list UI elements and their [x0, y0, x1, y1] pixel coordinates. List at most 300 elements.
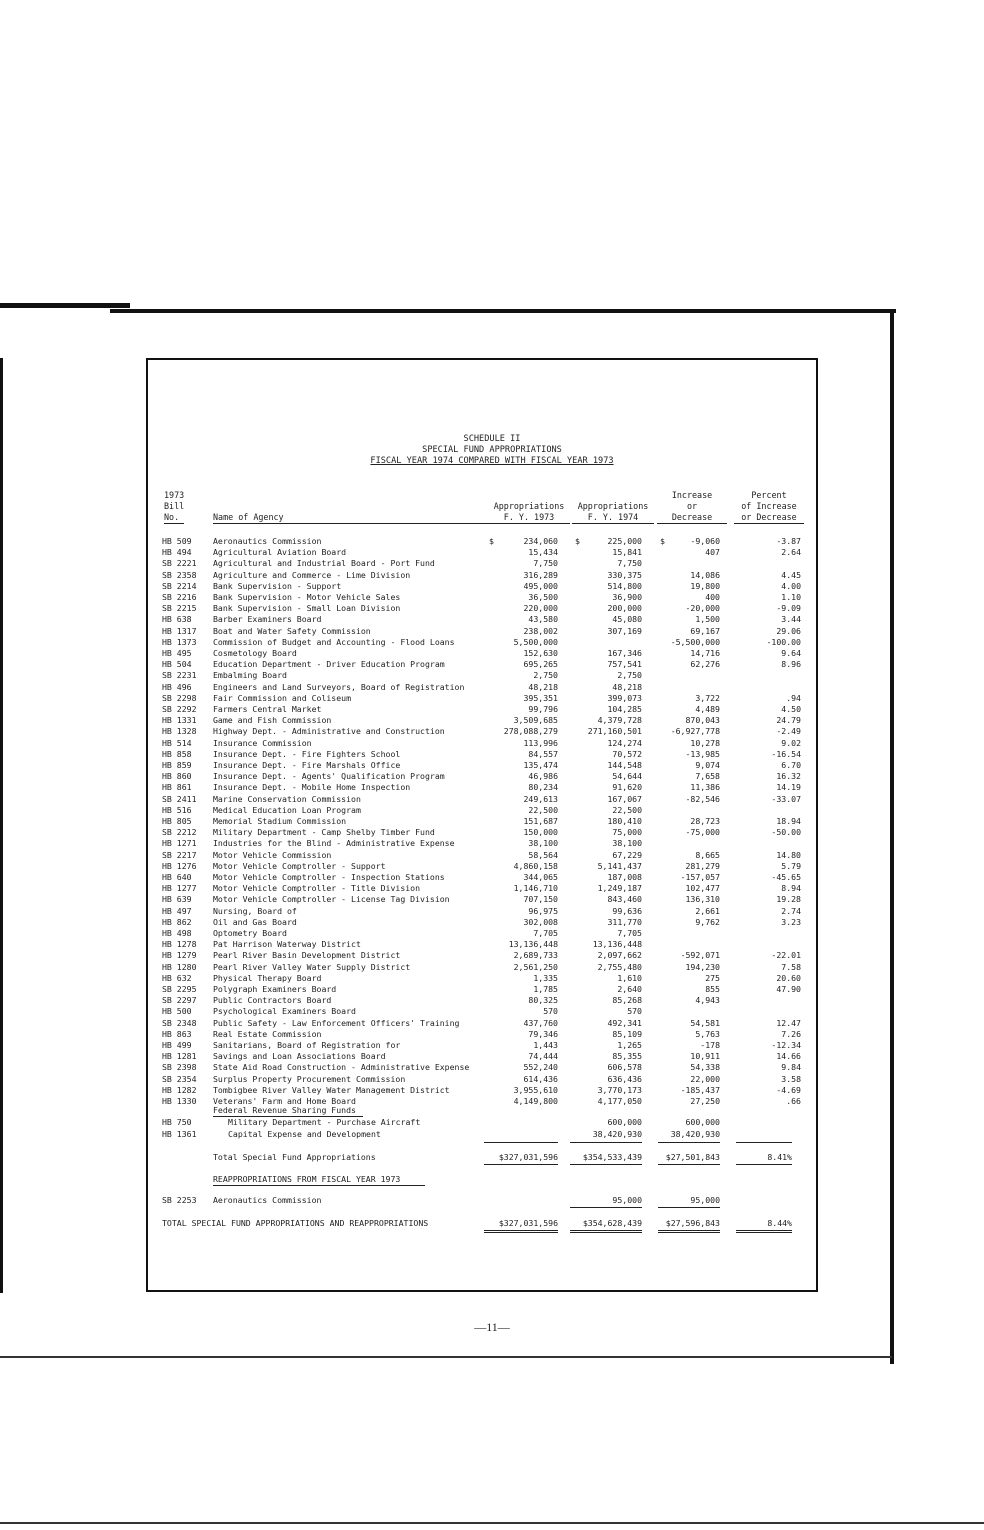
table-row [0, 805, 984, 816]
fy1974-value: 3,770,173 [597, 1084, 642, 1095]
fy1974-value: 1,249,187 [597, 883, 642, 894]
agency-name: Motor Vehicle Comptroller - License Tag Division [213, 894, 450, 905]
table-row [0, 1018, 984, 1029]
total-special-label: Total Special Fund Appropriations [213, 1152, 376, 1162]
grand-rule-increase-a [658, 1230, 720, 1231]
fy1974-value: 514,800 [607, 580, 642, 591]
increase-value: -157,057 [680, 872, 720, 882]
increase-value: -75,000 [685, 827, 720, 838]
fy1974-value: 85,355 [612, 1051, 642, 1062]
percent-value: .94 [786, 692, 801, 703]
fy1973-value: 4,860,158 [513, 860, 558, 871]
increase-value: 102,477 [685, 883, 720, 894]
fy1973-value: 614,436 [523, 1073, 558, 1084]
bill-number: SB 2221 [162, 558, 197, 569]
table-row [0, 850, 984, 861]
increase-value: 600,000 [685, 1117, 720, 1127]
increase-value: 54,581 [690, 1017, 720, 1028]
increase-value: 194,230 [685, 961, 720, 972]
agency-name: Highway Dept. - Administrative and Construction [213, 726, 445, 737]
agency-column-header: Name of Agency [213, 512, 501, 524]
percent-value: 4.00 [781, 580, 801, 591]
bill-number: HB 1373 [162, 636, 197, 647]
agency-name: Insurance Dept. - Fire Fighters School [213, 748, 401, 759]
bill-number: SB 2231 [162, 670, 197, 681]
percent-value: 29.06 [776, 625, 801, 636]
table-row [0, 995, 984, 1006]
fy1973-value: 1,785 [533, 984, 558, 994]
fy1973-value: 2,750 [533, 670, 558, 681]
agency-name: Bank Supervision - Small Loan Division [213, 603, 401, 614]
agency-name: Optometry Board [213, 928, 287, 938]
bill-number: HB 1278 [162, 939, 197, 950]
table-row [0, 827, 984, 838]
bill-number: HB 500 [162, 1006, 192, 1017]
percent-value: 7.26 [781, 1028, 801, 1039]
fy1973-value: 4,149,800 [513, 1096, 558, 1106]
agency-name: State Aid Road Construction - Administrative Expense [213, 1062, 470, 1073]
total-special-row [0, 1152, 984, 1163]
bill-number: SB 2398 [162, 1062, 197, 1073]
schedule-subtitle: SPECIAL FUND APPROPRIATIONS [422, 445, 562, 455]
fy1973-label: F. Y. 1973 [488, 512, 570, 524]
bill-number: SB 2354 [162, 1073, 197, 1084]
agency-name: Sanitarians, Board of Registration for [213, 1040, 401, 1050]
bill-number: SB 2348 [162, 1017, 197, 1028]
increase-value: -5,500,000 [670, 636, 720, 647]
bill-number: HB 514 [162, 737, 192, 748]
table-row [0, 973, 984, 984]
total-special-percent: 8.41% [767, 1152, 792, 1162]
percent-value: .66 [786, 1096, 801, 1106]
fy1974-value: 70,572 [612, 748, 642, 759]
fy1974-value: 2,750 [617, 670, 642, 681]
agency-name: Military Department - Purchase Aircraft [228, 1117, 421, 1127]
fy1973-value: 1,335 [533, 972, 558, 983]
percent-value: 5.79 [781, 860, 801, 871]
reapprop-row [0, 1195, 984, 1206]
bill-number: SB 2212 [162, 827, 197, 838]
grand-rule-increase-b [658, 1232, 720, 1233]
agency-name: Public Contractors Board [213, 995, 332, 1006]
agency-name: Motor Vehicle Comptroller - Inspection Stations [213, 872, 445, 882]
table-row [0, 1074, 984, 1085]
fy1974-value: 200,000 [607, 603, 642, 614]
agency-name: Military Department - Camp Shelby Timber Fund [213, 827, 435, 838]
fy1974-value: 38,420,930 [592, 1129, 642, 1139]
agency-name: Bank Supervision - Motor Vehicle Sales [213, 592, 401, 602]
table-row [0, 962, 984, 973]
grand-total-row [0, 1218, 984, 1229]
increase-value: -592,071 [680, 950, 720, 961]
table-row [0, 682, 984, 693]
agency-name: Insurance Dept. - Mobile Home Inspection [213, 782, 411, 793]
total-special-increase: $27,501,843 [665, 1152, 720, 1162]
percent-value: 8.96 [781, 659, 801, 670]
table-row [0, 794, 984, 805]
percent-value: -4.69 [776, 1084, 801, 1095]
agency-name: Game and Fish Commission [213, 715, 332, 726]
fy1973-value: 84,557 [528, 748, 558, 759]
bill-number: HB 499 [162, 1040, 192, 1050]
table-row [0, 816, 984, 827]
bill-number: HB 496 [162, 681, 192, 692]
bill-number: SB 2298 [162, 692, 197, 703]
total-rule-percent [736, 1164, 792, 1165]
grand-rule-1973-b [484, 1232, 558, 1233]
increase-value: -13,985 [685, 748, 720, 759]
page-number: —11— [474, 1320, 510, 1334]
fy1974-value: 104,285 [607, 704, 642, 714]
fy1974-label: F. Y. 1974 [572, 512, 654, 524]
table-row [0, 626, 984, 637]
bill-number: HB 1277 [162, 883, 197, 894]
agency-name: Veterans' Farm and Home Board [213, 1096, 356, 1106]
subtotal-rule-percent [736, 1142, 792, 1143]
increase-value: 855 [705, 984, 720, 994]
table-row [0, 760, 984, 771]
fy1973-value: 1,146,710 [513, 883, 558, 894]
fy1973-value: 234,060 [523, 536, 558, 546]
fy1973-value: 395,351 [523, 692, 558, 703]
fy1973-value: 48,218 [528, 681, 558, 692]
table-row [0, 917, 984, 928]
dollar-sign-1973: $ [489, 536, 494, 546]
fy1974-value: 225,000 [607, 536, 642, 546]
federal-row [0, 1117, 984, 1128]
fy1973-value: 3,955,610 [513, 1084, 558, 1095]
grand-total-1973: $327,031,596 [498, 1218, 558, 1228]
bill-number: HB 640 [162, 872, 192, 882]
increase-value: 9,762 [695, 916, 720, 927]
table-row [0, 581, 984, 592]
agency-name: Motor Vehicle Comptroller - Title Division [213, 883, 421, 894]
total-rule-increase [658, 1164, 720, 1165]
increase-value: 54,338 [690, 1062, 720, 1073]
fy1973-value: 344,065 [523, 872, 558, 882]
bill-number: SB 2253 [162, 1195, 197, 1205]
increase-value: 3,722 [695, 692, 720, 703]
increase-value: -6,927,778 [670, 726, 720, 737]
fy1974-value: 95,000 [612, 1195, 642, 1205]
agency-name: Tombigbee River Valley Water Management District [213, 1084, 450, 1095]
fy1973-value: 135,474 [523, 760, 558, 770]
fy1973-value: 5,500,000 [513, 636, 558, 647]
bill-number: HB 858 [162, 748, 192, 759]
approp-label-1974: Appropriations [577, 501, 649, 511]
fy1973-value: 570 [543, 1006, 558, 1017]
fy1974-value: 2,755,480 [597, 961, 642, 972]
percent-value: 24.79 [776, 715, 801, 726]
fy1973-value: 36,500 [528, 592, 558, 602]
fy1974-value: 75,000 [612, 827, 642, 838]
agency-name: Capital Expense and Development [228, 1129, 381, 1139]
fy1974-value: 330,375 [607, 569, 642, 580]
agency-name: Motor Vehicle Commission [213, 849, 332, 860]
bill-number: HB 862 [162, 916, 192, 927]
fy1974-value: 4,177,050 [597, 1096, 642, 1106]
bill-number: SB 2214 [162, 580, 197, 591]
fy1973-value: 220,000 [523, 603, 558, 614]
fy1973-value: 38,100 [528, 838, 558, 849]
table-row [0, 894, 984, 905]
agency-name: Commission of Budget and Accounting - Flood Loans [213, 636, 455, 647]
table-row [0, 536, 984, 547]
percent-value: 8.94 [781, 883, 801, 894]
percent-value: 3.23 [781, 916, 801, 927]
increase-value: -20,000 [685, 603, 720, 614]
fy1973-value: 43,580 [528, 614, 558, 625]
bill-number: HB 750 [162, 1117, 192, 1127]
agency-name: Insurance Dept. - Fire Marshals Office [213, 760, 401, 770]
increase-value: 1,500 [695, 614, 720, 625]
increase-value: 281,279 [685, 860, 720, 871]
dollar-sign-increase: $ [660, 536, 665, 546]
table-row [0, 547, 984, 558]
percent-value: 12.47 [776, 1017, 801, 1028]
increase-value: 10,911 [690, 1051, 720, 1062]
fy1974-value: 54,644 [612, 771, 642, 782]
percent-value: 14.80 [776, 849, 801, 860]
increase-column-header [657, 490, 727, 524]
bill-column-header [164, 490, 184, 524]
fy1974-value: 167,067 [607, 793, 642, 804]
percent-value: 4.50 [781, 704, 801, 714]
increase-value: 27,250 [690, 1096, 720, 1106]
percent-value: -45.65 [771, 872, 801, 882]
fy1973-value: 495,000 [523, 580, 558, 591]
increase-value: 407 [705, 547, 720, 558]
percent-value: 9.02 [781, 737, 801, 748]
fy1973-column-header [488, 501, 570, 524]
table-row [0, 704, 984, 715]
bill-number: HB 494 [162, 547, 192, 558]
fy1973-value: 96,975 [528, 905, 558, 916]
table-row [0, 659, 984, 670]
table-row [0, 726, 984, 737]
percent-value: 1.10 [781, 592, 801, 602]
agency-name: Agriculture and Commerce - Lime Division [213, 569, 411, 580]
agency-name: Industries for the Blind - Administrative Expense [213, 838, 455, 849]
agency-name: Pearl River Basin Development District [213, 950, 401, 961]
scan-border-top [110, 309, 896, 313]
percent-value: 9.64 [781, 648, 801, 658]
fy1973-value: 316,289 [523, 569, 558, 580]
increase-value: 69,167 [690, 625, 720, 636]
table-row [0, 939, 984, 950]
percent-value: 47.90 [776, 984, 801, 994]
percent-value: 6.70 [781, 760, 801, 770]
percent-value: -33.07 [771, 793, 801, 804]
fy1973-value: 707,150 [523, 894, 558, 905]
table-row [0, 771, 984, 782]
bill-number: HB 495 [162, 648, 192, 658]
table-row [0, 749, 984, 760]
bill-number: HB 1276 [162, 860, 197, 871]
increase-value: 14,086 [690, 569, 720, 580]
fy1973-value: 151,687 [523, 816, 558, 826]
inc-header-1: Increase [671, 490, 713, 500]
percent-value: -22.01 [771, 950, 801, 961]
table-row [0, 592, 984, 603]
increase-value: 9,074 [695, 760, 720, 770]
increase-value: -178 [700, 1040, 720, 1050]
fy1974-value: 45,080 [612, 614, 642, 625]
table-row [0, 906, 984, 917]
grand-rule-1974-a [570, 1230, 642, 1231]
table-row [0, 782, 984, 793]
bill-number: HB 1282 [162, 1084, 197, 1095]
bill-header-year: 1973 [164, 490, 185, 500]
percent-value: 14.19 [776, 782, 801, 793]
dollar-sign-1974: $ [575, 536, 580, 546]
bill-number: SB 2295 [162, 984, 197, 994]
fy1974-value: 144,548 [607, 760, 642, 770]
table-row [0, 614, 984, 625]
bill-header-no: No. [164, 512, 184, 524]
percent-value: 18.94 [776, 816, 801, 826]
agency-name: Physical Therapy Board [213, 972, 322, 983]
subtotal-rule-1974 [570, 1142, 642, 1143]
percent-value: -100.00 [766, 636, 801, 647]
fy1973-value: 152,630 [523, 648, 558, 658]
fy1973-value: 695,265 [523, 659, 558, 670]
bill-number: HB 805 [162, 816, 192, 826]
agency-name: Aeronautics Commission [213, 536, 322, 546]
table-row [0, 928, 984, 939]
fy1974-column-header [572, 501, 654, 524]
pct-header-2: of Increase [741, 501, 797, 511]
agency-name: Memorial Stadium Commission [213, 816, 347, 826]
grand-rule-1974-b [570, 1232, 642, 1233]
total-special-1973: $327,031,596 [498, 1152, 558, 1162]
grand-total-label: TOTAL SPECIAL FUND APPROPRIATIONS AND REAPPROPRIATIONS [162, 1218, 429, 1228]
fy1974-value: 187,008 [607, 872, 642, 882]
increase-value: 14,716 [690, 648, 720, 658]
schedule-period: FISCAL YEAR 1974 COMPARED WITH FISCAL YEAR 1973 [370, 456, 614, 466]
bill-number: SB 2297 [162, 995, 197, 1006]
bill-number: HB 1328 [162, 726, 197, 737]
federal-row [0, 1129, 984, 1140]
fy1974-value: 307,169 [607, 625, 642, 636]
agency-name: Nursing, Board of [213, 905, 297, 916]
percent-value: -9.09 [776, 603, 801, 614]
bill-number: SB 2215 [162, 603, 197, 614]
total-special-1974: $354,533,439 [582, 1152, 642, 1162]
fy1973-value: 1,443 [533, 1040, 558, 1050]
increase-value: 5,763 [695, 1028, 720, 1039]
fy1974-value: 399,073 [607, 692, 642, 703]
table-row [0, 570, 984, 581]
reapprop-heading-row [0, 1174, 984, 1185]
agency-name: Medical Education Loan Program [213, 804, 361, 815]
percent-value: -2.49 [776, 726, 801, 737]
increase-value: -185,437 [680, 1084, 720, 1095]
pct-header-1: Percent [751, 490, 787, 500]
agency-name: Insurance Commission [213, 737, 312, 748]
bill-number: HB 861 [162, 782, 192, 793]
fy1974-value: 757,541 [607, 659, 642, 670]
fy1973-value: 552,240 [523, 1062, 558, 1073]
bill-number: HB 638 [162, 614, 192, 625]
table-row [0, 984, 984, 995]
fy1973-value: 22,500 [528, 804, 558, 815]
bill-number: HB 498 [162, 928, 192, 938]
agency-name: Boat and Water Safety Commission [213, 625, 371, 636]
increase-value: 2,661 [695, 905, 720, 916]
agency-name: Motor Vehicle Comptroller - Support [213, 860, 386, 871]
page-bottom-edge [0, 1522, 984, 1524]
fy1974-value: 1,610 [617, 972, 642, 983]
increase-value: 7,658 [695, 771, 720, 782]
table-row [0, 637, 984, 648]
reapprop-rule-increase [658, 1207, 720, 1208]
bill-number: HB 860 [162, 771, 192, 782]
agency-name: Oil and Gas Board [213, 916, 297, 927]
table-row [0, 1006, 984, 1017]
fy1974-value: 15,841 [612, 547, 642, 558]
fy1974-value: 67,229 [612, 849, 642, 860]
percent-value: -3.87 [776, 536, 801, 546]
table-row [0, 715, 984, 726]
table-row [0, 1029, 984, 1040]
subtotal-rule-increase [658, 1142, 720, 1143]
fy1973-value: 238,002 [523, 625, 558, 636]
federal-heading: Federal Revenue Sharing Funds [213, 1105, 356, 1115]
table-row [0, 1062, 984, 1073]
fy1974-value: 99,636 [612, 905, 642, 916]
table-row [0, 693, 984, 704]
reapprop-rule-1974 [570, 1207, 642, 1208]
agency-name: Cosmetology Board [213, 648, 297, 658]
fy1974-value: 91,620 [612, 782, 642, 793]
agency-name: Surplus Property Procurement Commission [213, 1073, 406, 1084]
increase-value: 62,276 [690, 659, 720, 670]
fy1973-value: 3,509,685 [513, 715, 558, 726]
grand-rule-1973-a [484, 1230, 558, 1231]
percent-value: 19.28 [776, 894, 801, 905]
fy1973-value: 2,689,733 [513, 950, 558, 961]
bill-header-bill: Bill [164, 501, 185, 511]
federal-heading-row [0, 1105, 984, 1116]
percent-value: 14.66 [776, 1051, 801, 1062]
agency-name: Public Safety - Law Enforcement Officers' Training [213, 1017, 460, 1028]
inc-header-2: or [686, 501, 698, 511]
grand-total-1974: $354,628,439 [582, 1218, 642, 1228]
fy1973-value: 13,136,448 [508, 939, 558, 950]
fy1974-value: 311,770 [607, 916, 642, 927]
bill-number: SB 2217 [162, 849, 197, 860]
increase-value: 10,278 [690, 737, 720, 748]
agency-name: Farmers Central Market [213, 704, 322, 714]
bill-number: HB 1279 [162, 950, 197, 961]
table-row [0, 558, 984, 569]
inc-header-3: Decrease [657, 512, 727, 524]
agency-name: Education Department - Driver Education Program [213, 659, 445, 670]
percent-value: 3.58 [781, 1073, 801, 1084]
fy1974-value: 13,136,448 [592, 939, 642, 950]
agency-name: Polygraph Examiners Board [213, 984, 337, 994]
increase-value: 95,000 [690, 1195, 720, 1205]
bill-number: SB 2358 [162, 569, 197, 580]
percent-value: -12.34 [771, 1040, 801, 1050]
increase-value: 8,665 [695, 849, 720, 860]
agency-name: Pat Harrison Waterway District [213, 939, 361, 950]
agency-name: Agricultural Aviation Board [213, 547, 347, 558]
increase-value: 4,489 [695, 704, 720, 714]
fy1974-value: 7,705 [617, 928, 642, 938]
agency-name: Pearl River Valley Water Supply District [213, 961, 411, 972]
